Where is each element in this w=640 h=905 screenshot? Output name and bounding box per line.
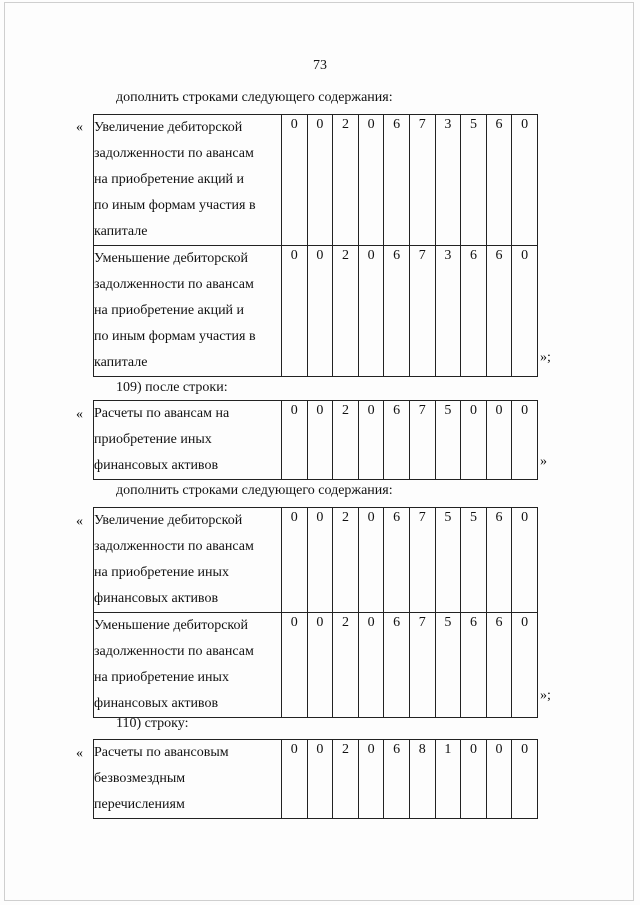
- code-digit: 6: [461, 246, 487, 377]
- code-digit: 6: [384, 246, 410, 377]
- code-digit: 0: [512, 246, 538, 377]
- item-109-text: 109) после строки:: [116, 380, 228, 395]
- description-line: задолженности по авансам: [94, 539, 254, 554]
- code-row: [94, 246, 538, 377]
- code-digit: 6: [384, 613, 410, 718]
- description-line: перечислениям: [94, 797, 185, 812]
- row-description: [94, 508, 282, 613]
- description-line: Расчеты по авансовым: [94, 745, 229, 760]
- code-digit: 0: [282, 613, 308, 718]
- code-digit: 7: [409, 613, 435, 718]
- code-digit: 7: [409, 115, 435, 246]
- code-digit: 8: [409, 740, 435, 819]
- code-row: [94, 613, 538, 718]
- code-digit: 5: [461, 508, 487, 613]
- close-quote-1: »;: [540, 350, 551, 365]
- code-digit: 0: [282, 401, 308, 480]
- code-digit: 7: [409, 246, 435, 377]
- code-digit: 0: [486, 740, 512, 819]
- code-digit: 2: [333, 401, 359, 480]
- code-digit: 0: [282, 115, 308, 246]
- code-digit: 3: [435, 246, 461, 377]
- description-line: капитале: [94, 355, 148, 370]
- description-line: Увеличение дебиторской: [94, 120, 243, 135]
- description-line: приобретение иных: [94, 432, 212, 447]
- description-line: финансовых активов: [94, 696, 219, 711]
- code-digit: 0: [282, 740, 308, 819]
- code-table-4: [93, 739, 538, 819]
- code-digit: 0: [282, 246, 308, 377]
- row-description: [94, 246, 282, 377]
- code-digit: 6: [486, 115, 512, 246]
- close-quote-2: »: [540, 454, 547, 469]
- code-digit: 0: [461, 401, 487, 480]
- code-digit: 0: [512, 508, 538, 613]
- code-table-2: [93, 400, 538, 480]
- code-row: [94, 740, 538, 819]
- code-digit: 5: [461, 115, 487, 246]
- description-line: по иным формам участия в: [94, 329, 256, 344]
- code-digit: 7: [409, 508, 435, 613]
- code-digit: 2: [333, 613, 359, 718]
- code-digit: 2: [333, 508, 359, 613]
- description-line: безвозмездным: [94, 771, 186, 786]
- description-line: Расчеты по авансам на: [94, 406, 230, 421]
- code-digit: 6: [384, 508, 410, 613]
- intro-text-1: дополнить строками следующего содержания:: [116, 90, 393, 105]
- description-line: задолженности по авансам: [94, 644, 254, 659]
- code-digit: 7: [409, 401, 435, 480]
- code-digit: 0: [512, 115, 538, 246]
- code-digit: 3: [435, 115, 461, 246]
- code-digit: 0: [358, 246, 384, 377]
- code-digit: 0: [282, 508, 308, 613]
- code-row: [94, 401, 538, 480]
- open-quote-3: «: [76, 514, 83, 529]
- code-digit: 0: [358, 613, 384, 718]
- code-digit: 0: [307, 115, 333, 246]
- code-row: [94, 508, 538, 613]
- code-digit: 0: [307, 508, 333, 613]
- code-row: [94, 115, 538, 246]
- code-digit: 5: [435, 508, 461, 613]
- code-digit: 6: [486, 508, 512, 613]
- code-digit: 0: [307, 246, 333, 377]
- open-quote-1: «: [76, 120, 83, 135]
- description-line: на приобретение иных: [94, 670, 229, 685]
- code-digit: 6: [486, 246, 512, 377]
- description-line: на приобретение иных: [94, 565, 229, 580]
- description-line: на приобретение акций и: [94, 172, 245, 187]
- row-description: [94, 613, 282, 718]
- row-description: [94, 740, 282, 819]
- code-digit: 6: [486, 613, 512, 718]
- description-line: финансовых активов: [94, 591, 219, 606]
- code-digit: 0: [358, 115, 384, 246]
- intro-text-2: дополнить строками следующего содержания:: [116, 483, 393, 498]
- code-digit: 0: [307, 740, 333, 819]
- code-digit: 0: [512, 740, 538, 819]
- code-digit: 5: [435, 613, 461, 718]
- description-line: Уменьшение дебиторской: [94, 618, 249, 633]
- code-digit: 0: [512, 401, 538, 480]
- description-line: капитале: [94, 224, 148, 239]
- code-digit: 0: [486, 401, 512, 480]
- item-110-text: 110) строку:: [116, 716, 189, 731]
- code-digit: 0: [358, 508, 384, 613]
- code-digit: 0: [512, 613, 538, 718]
- code-digit: 6: [384, 115, 410, 246]
- code-digit: 1: [435, 740, 461, 819]
- code-table-1: [93, 114, 538, 377]
- code-digit: 2: [333, 740, 359, 819]
- description-line: Уменьшение дебиторской: [94, 251, 249, 266]
- code-digit: 0: [358, 401, 384, 480]
- description-line: по иным формам участия в: [94, 198, 256, 213]
- description-line: задолженности по авансам: [94, 146, 254, 161]
- close-quote-3: »;: [540, 688, 551, 703]
- open-quote-4: «: [76, 746, 83, 761]
- code-digit: 0: [307, 401, 333, 480]
- code-digit: 0: [461, 740, 487, 819]
- row-description: [94, 115, 282, 246]
- description-line: задолженности по авансам: [94, 277, 254, 292]
- code-table-3: [93, 507, 538, 718]
- code-digit: 6: [461, 613, 487, 718]
- description-line: финансовых активов: [94, 458, 219, 473]
- code-digit: 2: [333, 115, 359, 246]
- description-line: на приобретение акций и: [94, 303, 245, 318]
- code-digit: 0: [307, 613, 333, 718]
- code-digit: 0: [358, 740, 384, 819]
- code-digit: 6: [384, 401, 410, 480]
- code-digit: 6: [384, 740, 410, 819]
- page-number: 73: [313, 58, 327, 73]
- row-description: [94, 401, 282, 480]
- description-line: Увеличение дебиторской: [94, 513, 243, 528]
- code-digit: 2: [333, 246, 359, 377]
- code-digit: 5: [435, 401, 461, 480]
- open-quote-2: «: [76, 407, 83, 422]
